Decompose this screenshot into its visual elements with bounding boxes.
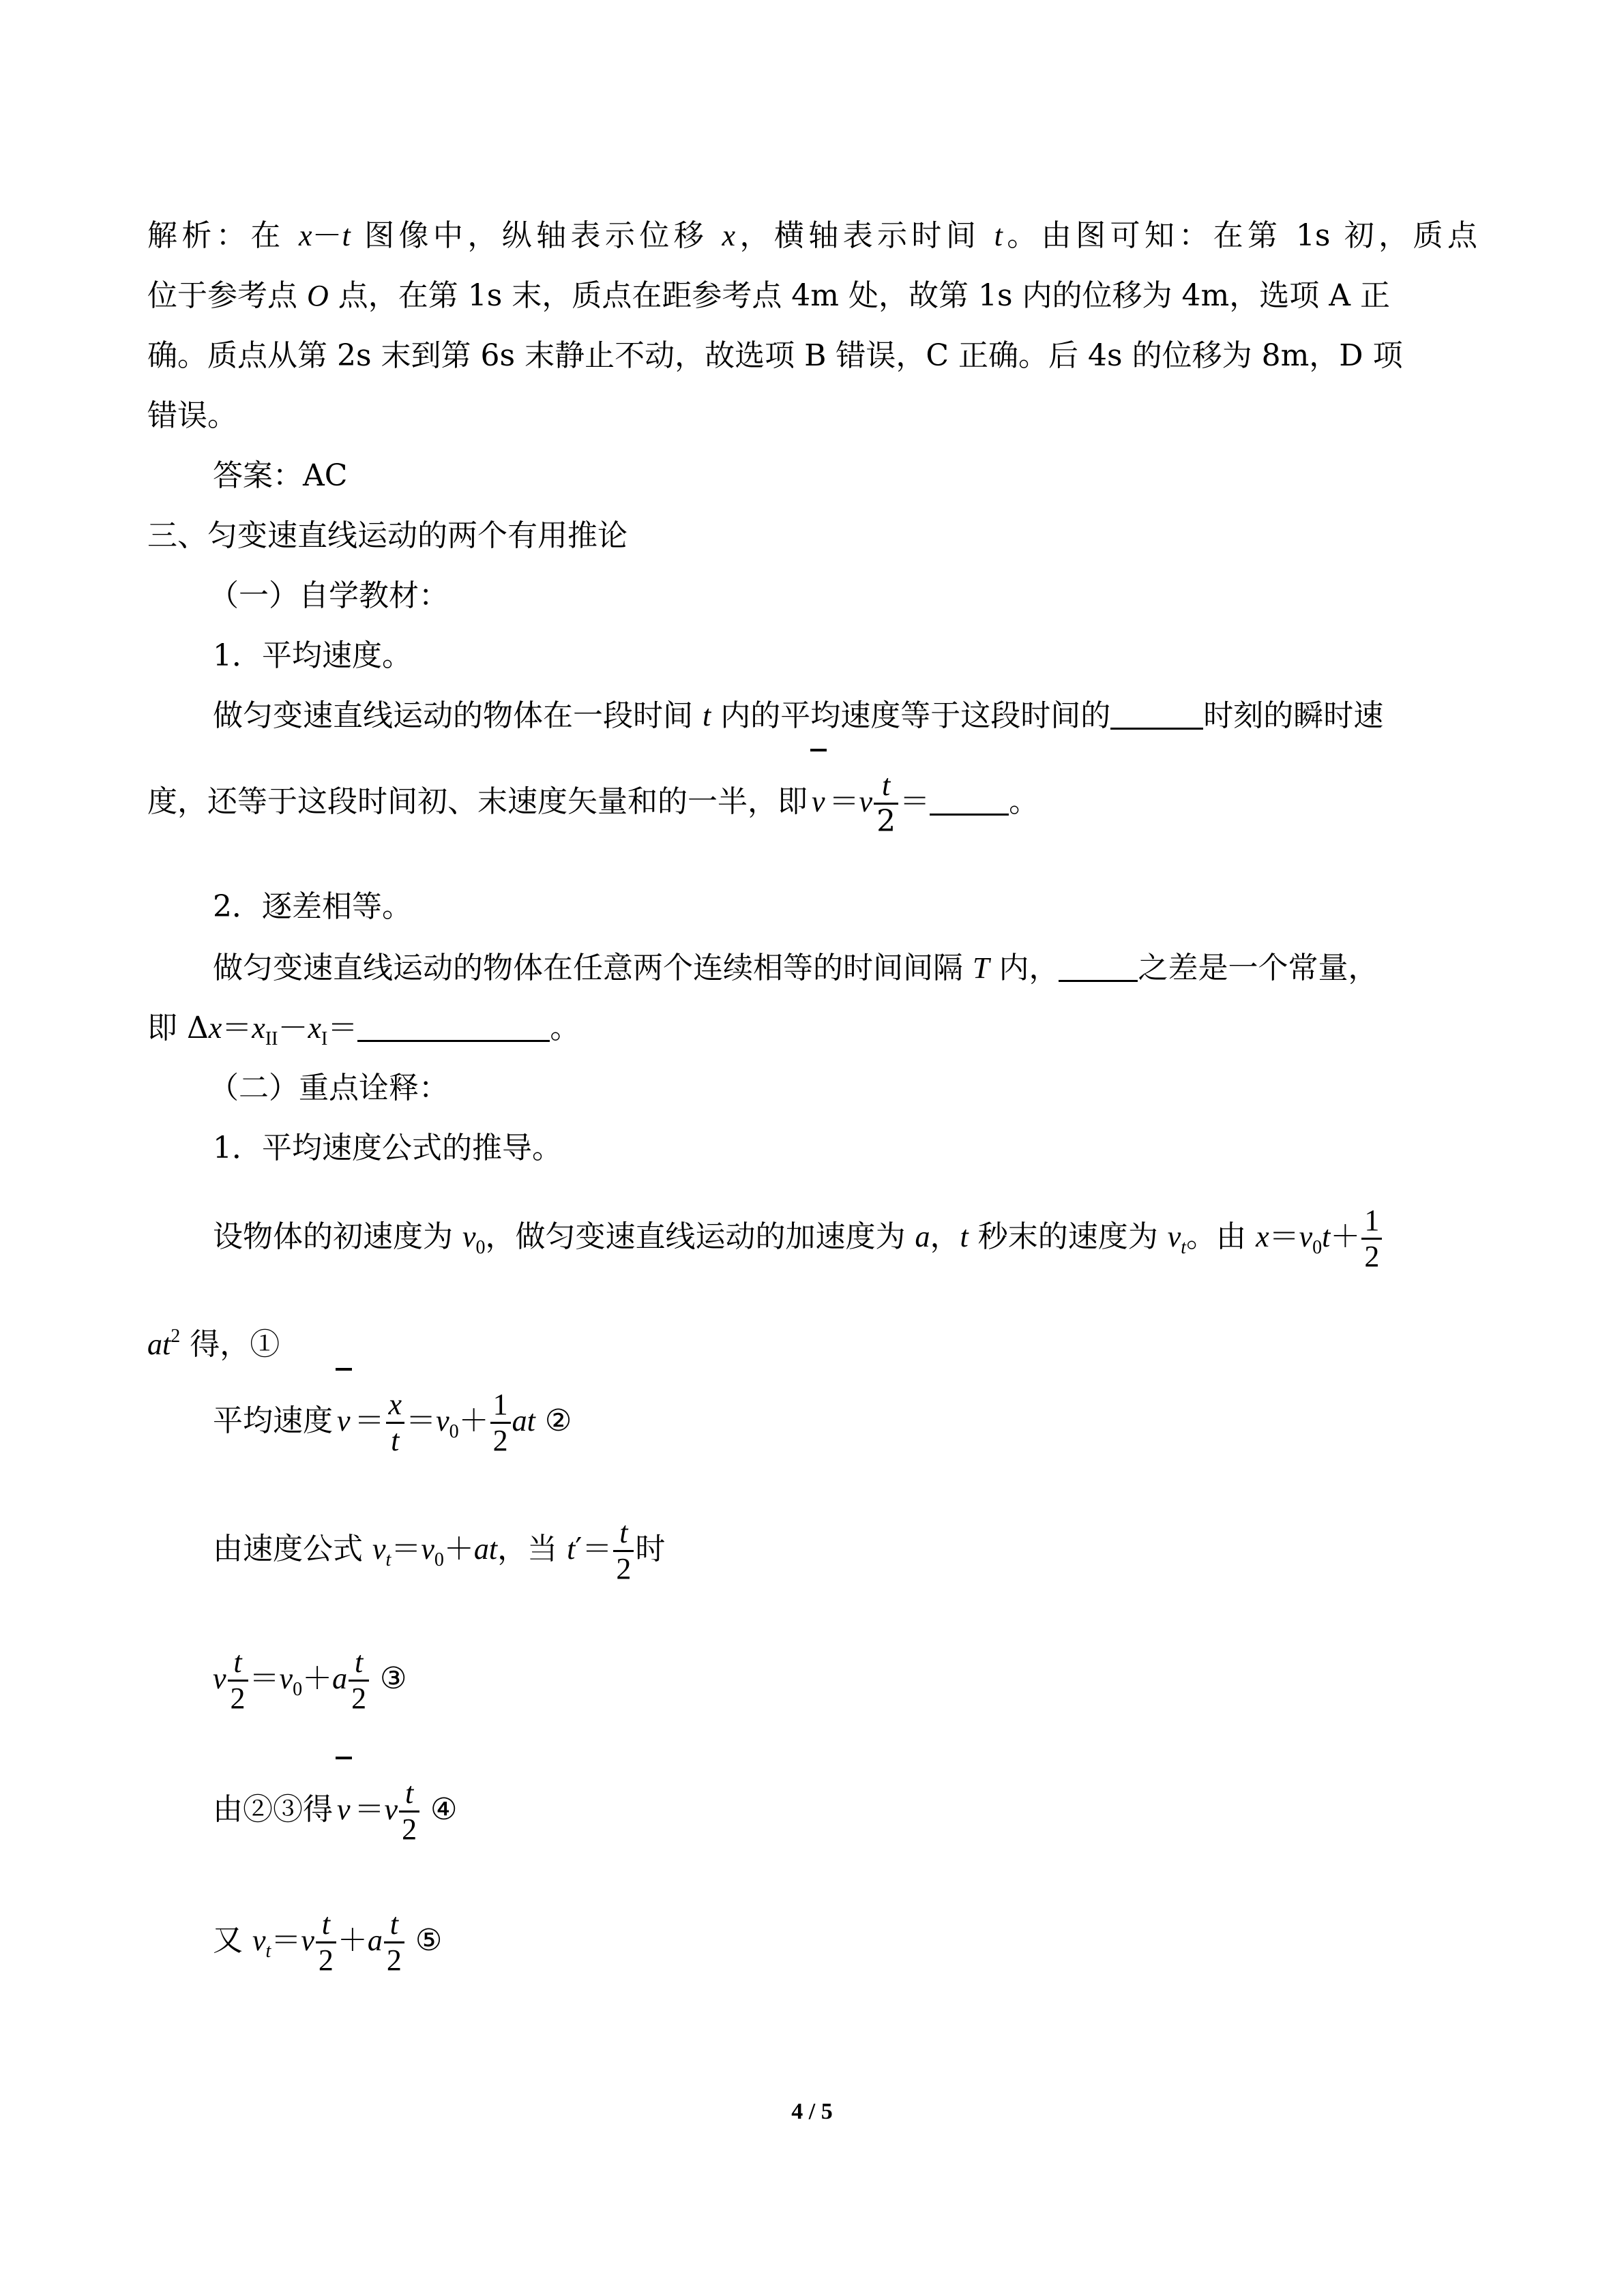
section-3-title: 三、匀变速直线运动的两个有用推论 xyxy=(147,518,628,553)
derivation-line-6: 由②③得 v ＝v $\frac{t}{2}$ ④ xyxy=(213,1762,458,1858)
analysis-line-1: 解析：在 x－t 图像中，纵轴表示位移 x，横轴表示时间 t。由图可知：在第 1s 初，质点 xyxy=(147,218,1477,253)
fraction: $\frac{x}{t}$ xyxy=(386,1388,405,1458)
fraction: $\frac{1}{2}$ xyxy=(1361,1204,1382,1274)
mean-velocity-symbol: v xyxy=(808,754,829,850)
derivation-line-5: v $\frac{t}{2}$ $=v_0+a$ $\frac{t}{2}$ ③ xyxy=(213,1645,407,1715)
derivation-line-1: 设物体的初速度为 $v_0$，做匀变速直线运动的加速度为 a，t 秒末的速度为 $v_t$。由 $x=v_0t+$ $\frac{1}{2}$ xyxy=(213,1189,1383,1296)
answer: 答案：AC xyxy=(213,458,348,493)
key-notes-heading: （二）重点诠释： xyxy=(209,1071,449,1105)
fill-blank xyxy=(1110,700,1203,730)
derivation-line-7: 又 $v_t=v$ $\frac{t}{2}$ ＋a $\frac{t}{2}$ ⑤ xyxy=(213,1907,443,1977)
derivation-line-3: 平均速度 v ＝ $\frac{x}{t}$ $=v_0+$ $\frac{1}{2}$ at ② xyxy=(213,1373,572,1480)
derivation-title: 1．平均速度公式的推导。 xyxy=(213,1131,562,1165)
item-2-title: 2．逐差相等。 xyxy=(213,889,412,924)
analysis-line-4: 错误。 xyxy=(147,398,237,433)
fraction: $\frac{t}{2}$ xyxy=(874,769,898,839)
item-2-line-1: 做匀变速直线运动的物体在任意两个连续相等的时间间隔 T 内， 之差是一个常量， xyxy=(213,951,1378,985)
fraction: $\frac{t}{2}$ xyxy=(228,1645,248,1716)
analysis-line-2: 位于参考点 O 点，在第 1s 末，质点在距参考点 4m 处，故第 1s 内的位移为 4m，选项 A 正 xyxy=(147,278,1390,313)
mean-velocity-symbol: v xyxy=(333,1762,355,1858)
derivation-line-4: 由速度公式 $v_t=v_0+at$，当 t′＝ $\frac{t}{2}$ 时 xyxy=(213,1516,666,1585)
fraction: $\frac{t}{2}$ xyxy=(613,1516,634,1586)
item-1-line-1: 做匀变速直线运动的物体在一段时间 t 内的平均速度等于这段时间的 时刻的瞬时速 xyxy=(213,698,1384,733)
item-1-title: 1．平均速度。 xyxy=(213,638,412,673)
fraction: $\frac{t}{2}$ xyxy=(349,1645,369,1716)
fraction: $\frac{1}{2}$ xyxy=(490,1388,511,1458)
fraction: $\frac{t}{2}$ xyxy=(399,1776,419,1847)
fill-blank xyxy=(930,786,1009,816)
fraction: $\frac{t}{2}$ xyxy=(384,1907,404,1978)
analysis-line-3: 确。质点从第 2s 末到第 6s 末静止不动，故选项 B 错误，C 正确。后 4s 的位移为 8m，D 项 xyxy=(147,338,1403,373)
page-number: 4 / 5 xyxy=(791,2099,833,2124)
self-study-heading: （一）自学教材： xyxy=(209,578,449,613)
fill-blank xyxy=(1059,953,1138,982)
mean-velocity-symbol: v xyxy=(333,1373,355,1469)
item-2-line-2: 即 $\Delta x=x_{II}-x_I=$ 。 xyxy=(147,1011,580,1049)
fill-blank xyxy=(357,1013,550,1042)
fraction: $\frac{t}{2}$ xyxy=(316,1907,336,1978)
item-1-line-2: 度，还等于这段时间初、末速度矢量和的一半，即 v ＝v $\frac{t}{2}$ ＝ 。 xyxy=(147,754,1039,850)
derivation-line-2: $at^2$ 得，① xyxy=(147,1326,280,1362)
